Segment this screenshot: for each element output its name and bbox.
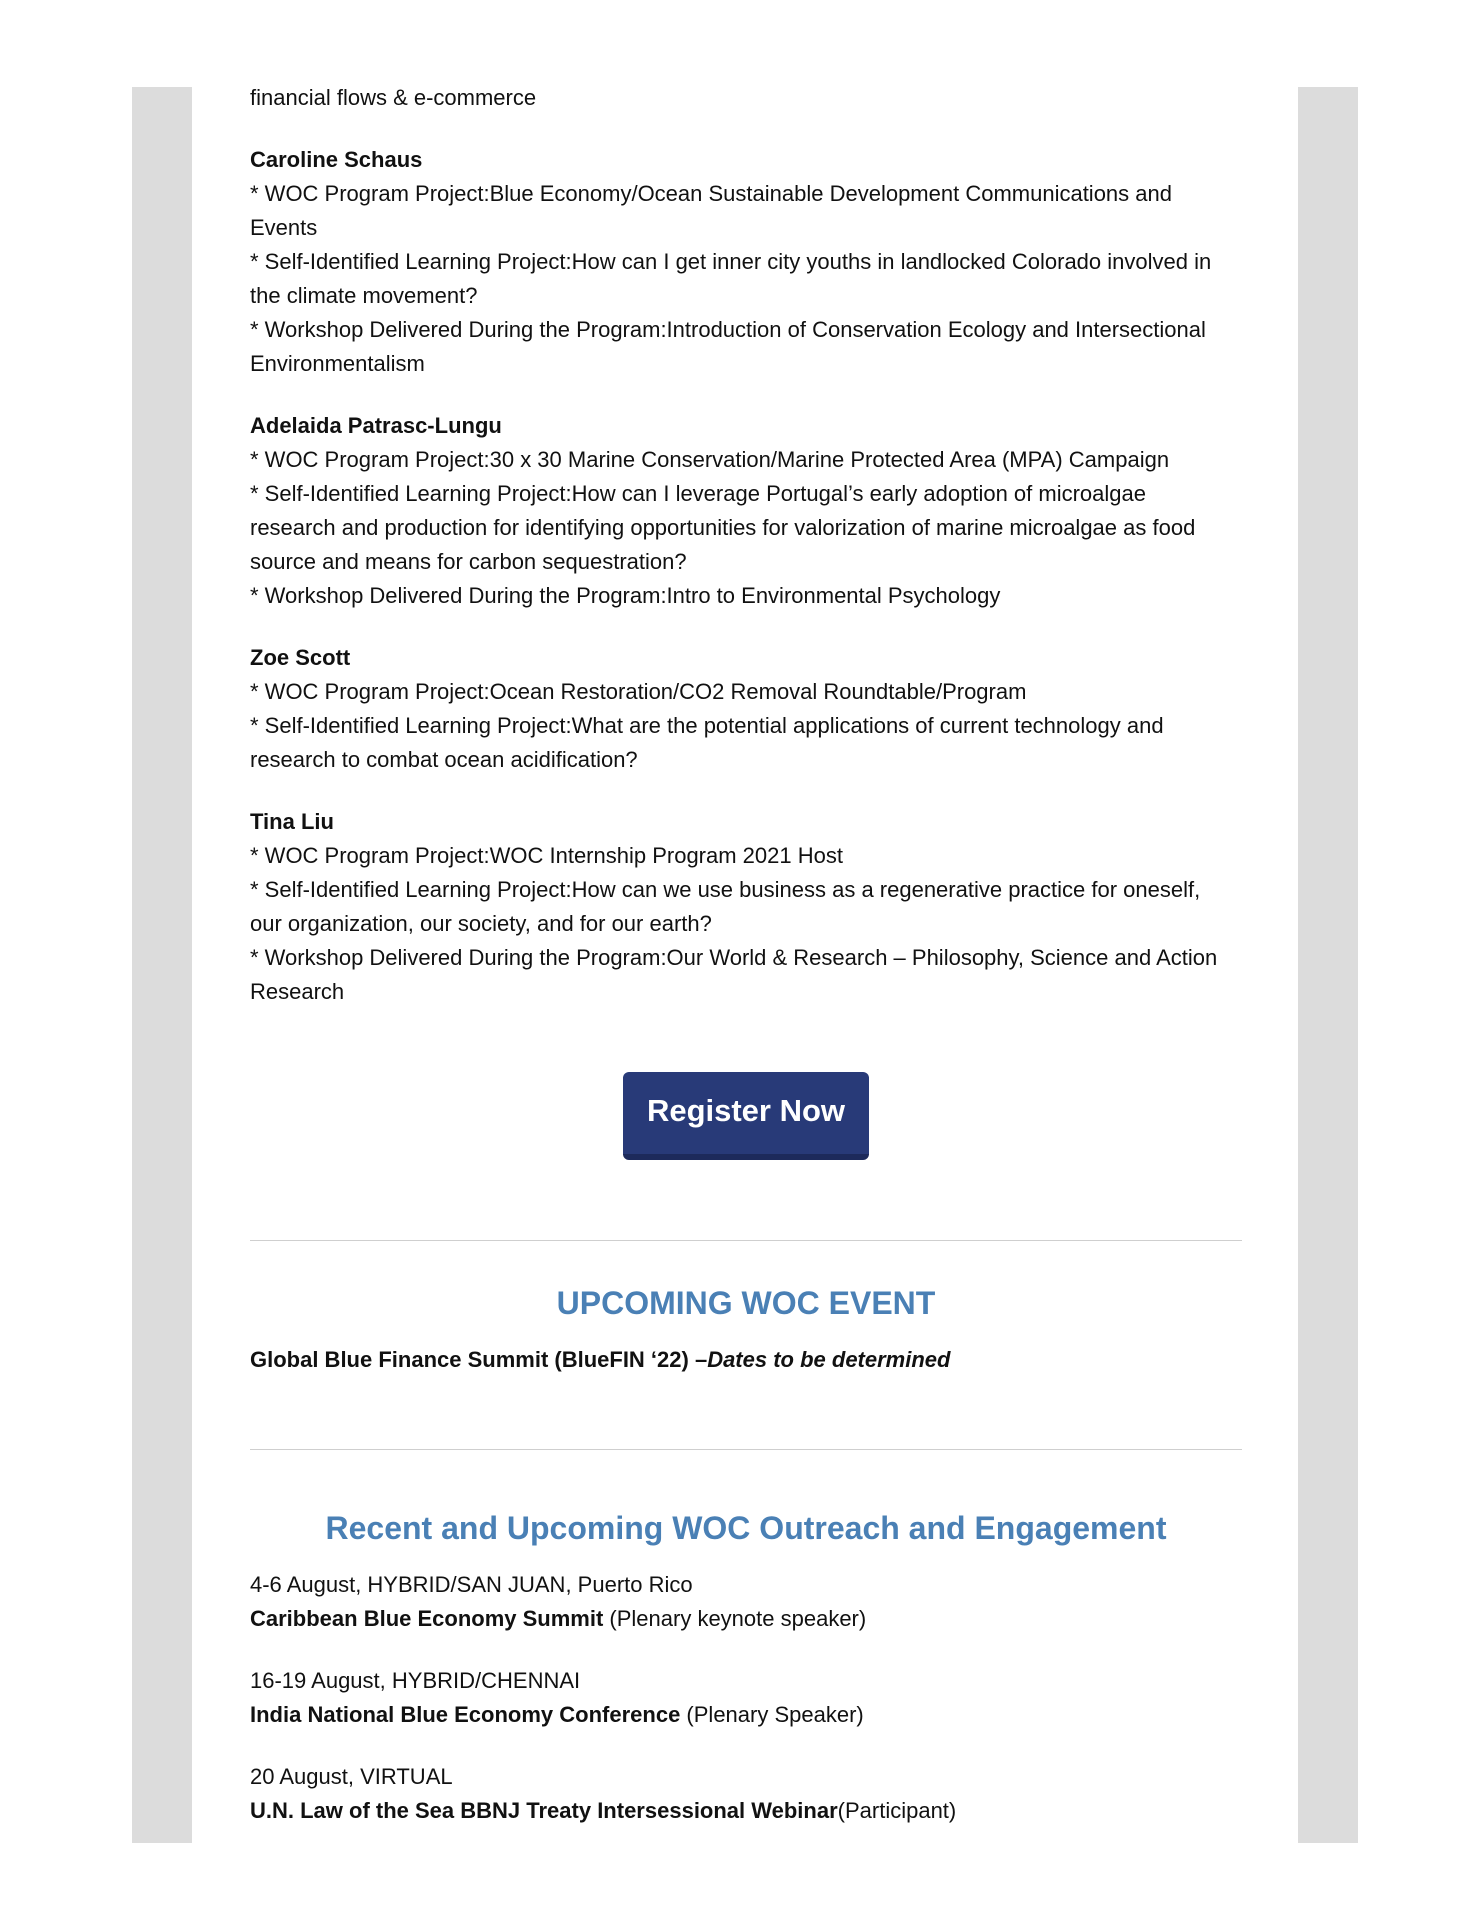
person-detail-line: research and production for identifying opportunities for valorization of marine microalgae as food xyxy=(250,515,1196,540)
person-detail-line: * WOC Program Project:30 x 30 Marine Conservation/Marine Protected Area (MPA) Campaign xyxy=(250,447,1170,472)
left-margin-band xyxy=(132,87,192,1843)
outreach-role: (Plenary Speaker) xyxy=(680,1702,864,1727)
outreach-when-where: 20 August, VIRTUAL xyxy=(250,1764,453,1789)
upcoming-event-line xyxy=(250,1343,1242,1377)
person-entry-tina-liu xyxy=(250,805,1242,1009)
person-entry-caroline-schaus xyxy=(250,143,1242,381)
right-margin-band xyxy=(1298,87,1358,1843)
outreach-when-where: 4-6 August, HYBRID/SAN JUAN, Puerto Rico xyxy=(250,1572,693,1597)
person-detail-line: source and means for carbon sequestration? xyxy=(250,549,687,574)
person-detail-line: * Workshop Delivered During the Program:Introduction of Conservation Ecology and Intersectional xyxy=(250,317,1206,342)
person-detail-line: * Self-Identified Learning Project:How can I leverage Portugal’s early adoption of microalgae xyxy=(250,481,1146,506)
outreach-event-line xyxy=(250,1602,1242,1636)
person-detail-line: Research xyxy=(250,979,345,1004)
person-detail-line: Events xyxy=(250,215,318,240)
person-detail-line: research to combat ocean acidification? xyxy=(250,747,638,772)
newsletter-body xyxy=(250,81,1242,1828)
outreach-item xyxy=(250,1760,1242,1828)
person-detail-line: * WOC Program Project:Ocean Restoration/CO2 Removal Roundtable/Program xyxy=(250,679,1027,704)
outreach-heading: Recent and Upcoming WOC Outreach and Engagement xyxy=(325,1510,1167,1546)
person-detail-line: * Workshop Delivered During the Program:Our World & Research – Philosophy, Science and Action xyxy=(250,945,1218,970)
register-cta-container xyxy=(250,1072,1242,1160)
person-detail-line: * WOC Program Project:Blue Economy/Ocean Sustainable Development Communications and xyxy=(250,181,1172,206)
intro-tail-text: financial flows & e-commerce xyxy=(250,85,537,110)
person-detail-line: Environmentalism xyxy=(250,351,425,376)
outreach-role: (Plenary keynote speaker) xyxy=(603,1606,867,1631)
person-detail-line: * Self-Identified Learning Project:How can we use business as a regenerative practice for oneself, xyxy=(250,877,1201,902)
person-detail-line: the climate movement? xyxy=(250,283,478,308)
upcoming-event-heading: UPCOMING WOC EVENT xyxy=(556,1285,936,1321)
upcoming-event-name: Global Blue Finance Summit (BlueFIN ‘22) – xyxy=(250,1347,708,1372)
person-detail-line: * WOC Program Project:WOC Internship Program 2021 Host xyxy=(250,843,843,868)
person-name: Zoe Scott xyxy=(250,645,351,670)
outreach-event-name: Caribbean Blue Economy Summit xyxy=(250,1606,604,1631)
person-name: Adelaida Patrasc-Lungu xyxy=(250,413,502,438)
section-divider xyxy=(250,1240,1242,1241)
outreach-event-name: U.N. Law of the Sea BBNJ Treaty Intersessional Webinar xyxy=(250,1798,838,1823)
outreach-event-line xyxy=(250,1698,1242,1732)
outreach-item xyxy=(250,1664,1242,1732)
person-detail-line: * Self-Identified Learning Project:How can I get inner city youths in landlocked Colorado involved in xyxy=(250,249,1212,274)
person-detail-line: * Self-Identified Learning Project:What are the potential applications of current technology and xyxy=(250,713,1164,738)
outreach-item xyxy=(250,1568,1242,1636)
person-entry-zoe-scott xyxy=(250,641,1242,777)
person-name: Caroline Schaus xyxy=(250,147,423,172)
outreach-role: (Participant) xyxy=(837,1798,957,1823)
person-entry-adelaida-patrasc-lungu xyxy=(250,409,1242,613)
person-detail-line: * Workshop Delivered During the Program:Intro to Environmental Psychology xyxy=(250,583,1001,608)
register-now-button[interactable]: Register Now xyxy=(623,1072,869,1160)
section-divider xyxy=(250,1449,1242,1450)
person-name: Tina Liu xyxy=(250,809,334,834)
outreach-when-where: 16-19 August, HYBRID/CHENNAI xyxy=(250,1668,581,1693)
outreach-event-line xyxy=(250,1794,1242,1828)
person-detail-line: our organization, our society, and for our earth? xyxy=(250,911,712,936)
upcoming-event-dates: Dates to be determined xyxy=(707,1347,951,1372)
outreach-event-name: India National Blue Economy Conference xyxy=(250,1702,681,1727)
